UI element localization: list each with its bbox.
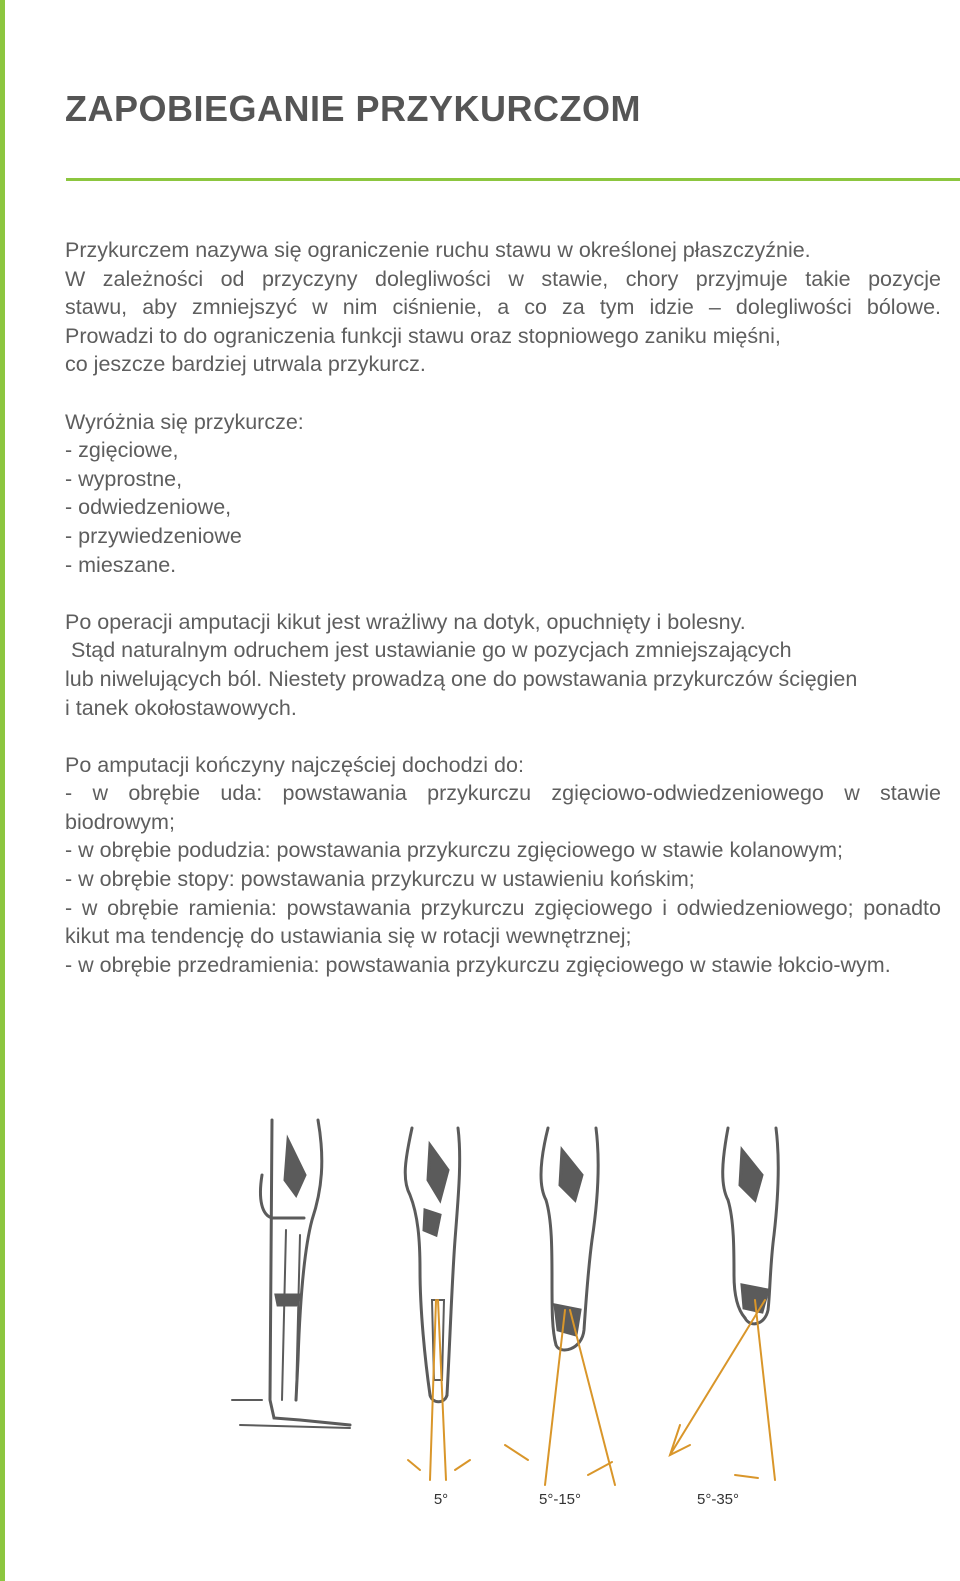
list-item: - w obrębie uda: powstawania przykurczu zgięciowo-odwiedzeniowego w stawie biodrowym; — [65, 781, 941, 834]
list-item: - w obrębie podudzia: powstawania przykurczu zgięciowego w stawie kolanowym; — [65, 838, 843, 863]
leg-figure-5-35-degrees — [723, 1128, 778, 1324]
leg-figure-5-degrees — [405, 1128, 459, 1402]
text-line: Stąd naturalnym odruchem jest ustawianie go w pozycjach zmniejszających — [65, 638, 792, 663]
paragraph-post-operation — [65, 608, 941, 722]
contracture-types — [65, 408, 941, 580]
angle-label: 5°-35° — [696, 1491, 740, 1508]
title-divider — [66, 178, 960, 181]
list-item: - w obrębie przedramienia: powstawania przykurczu zgięciowego w stawie łokcio-wym. — [65, 952, 891, 977]
leg-figure-straight — [232, 1120, 350, 1428]
list-item: - w obrębie stopy: powstawania przykurczu w ustawieniu końskim; — [65, 867, 695, 892]
leg-illustration-svg — [0, 1100, 960, 1520]
list-item: - zgięciowe, — [65, 438, 179, 463]
amputation-consequences — [65, 751, 941, 980]
text-line: Po operacji amputacji kikut jest wrażliwy na dotyk, opuchnięty i bolesny. — [65, 609, 746, 634]
leg-contracture-illustration — [0, 1100, 960, 1520]
angle-label: 5° — [433, 1491, 449, 1508]
consequences-intro: Po amputacji kończyny najczęściej dochodzi do: — [65, 752, 524, 777]
leg-figure-5-15-degrees — [541, 1128, 598, 1350]
page-title: ZAPOBIEGANIE PRZYKURCZOM — [65, 88, 642, 129]
angle-line-leg4-b — [755, 1300, 775, 1480]
list-item: - w obrębie ramienia: powstawania przykurczu zgięciowego i odwiedzeniowego; ponadto kikut ma tendencję do ustawiania się w rotacji wewnętrznej; — [65, 895, 941, 949]
angle-line-leg2-b — [438, 1300, 446, 1480]
types-intro: Wyróżnia się przykurcze: — [65, 409, 304, 434]
angle-lines — [408, 1300, 775, 1485]
text-line: lub niwelujących ból. Niestety prowadzą one do powstawania przykurczów ścięgien — [65, 666, 858, 691]
text-line: Prowadzi to do ograniczenia funkcji stawu oraz stopniowego zaniku mięśni, — [65, 323, 781, 348]
text-line: W zależności od przyczyny dolegliwości w stawie, chory przyjmuje takie pozycje — [65, 266, 941, 291]
main-content — [65, 236, 941, 1008]
list-item: - mieszane. — [65, 552, 177, 577]
angle-line-leg3-b — [570, 1310, 615, 1485]
list-item: - przywiedzeniowe — [65, 523, 242, 548]
text-line: co jeszcze bardziej utrwala przykurcz. — [65, 352, 426, 377]
list-item: - odwiedzeniowe, — [65, 495, 232, 520]
angle-label: 5°-15° — [538, 1491, 582, 1508]
text-line: stawu, aby zmniejszyć w nim ciśnienie, a co za tym idzie – dolegliwości bólowe. — [65, 295, 941, 320]
text-line: i tanek okołostawowych. — [65, 695, 297, 720]
angle-arc-leg2 — [408, 1460, 470, 1470]
text-line: Przykurczem nazywa się ograniczenie ruchu stawu w określonej płaszczyźnie. — [65, 238, 811, 262]
list-item: - wyprostne, — [65, 466, 183, 491]
paragraph-definition — [65, 236, 941, 379]
angle-line-leg4-a — [670, 1300, 765, 1455]
angle-arc-leg3 — [505, 1445, 612, 1475]
